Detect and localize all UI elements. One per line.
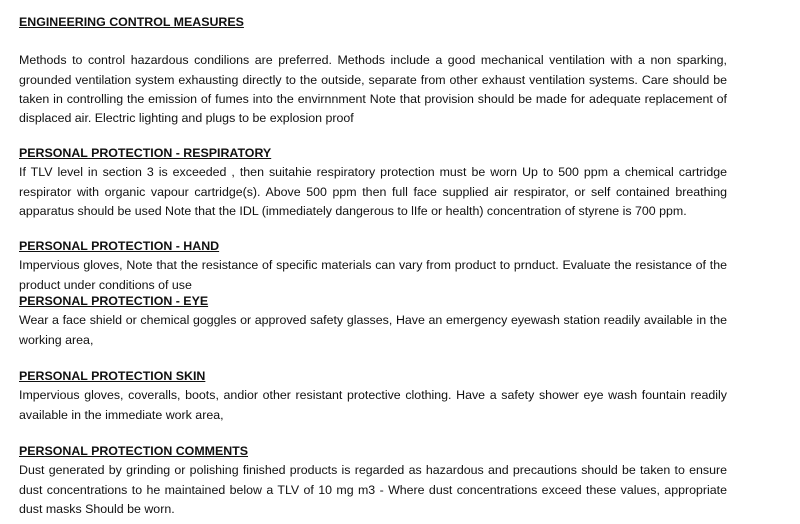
section-respiratory [19,144,727,221]
section-body: Impervious gloves, coveralls, boots, andior other resistant protective clothing. Have a safety shower eye wash fountain readily available in the immediate work area, [19,388,727,422]
section-body: Wear a face shield or chemical goggles or approved safety glasses, Have an emergency eyewash station readily available in the working area, [19,313,727,347]
section-heading: ENGINEERING CONTROL MEASURES [19,15,244,29]
section-body: Impervious gloves, Note that the resistance of specific materials can vary from product to prnduct. Evaluate the resistance of the product under conditions of use [19,258,727,292]
section-hand [19,237,727,295]
section-comments [19,442,727,519]
section-eye [19,292,727,350]
section-engineering-control [19,13,727,128]
section-heading: PERSONAL PROTECTION COMMENTS [19,444,249,458]
section-body: Dust generated by grinding or polishing finished products is regarded as hazardous and precautions should be taken to ensure dust concentrations to he maintained below a TLV of 10 mg m3 - Where dust concentrations exceed these values, appropriate dust masks Should be worn. [19,463,727,516]
section-skin [19,367,727,425]
section-heading: PERSONAL PROTECTION - EYE [19,294,209,308]
section-body: If TLV level in section 3 is exceeded , then suitahie respiratory protection must be worn Up to 500 ppm a chemical cartridge respirator with organic vapour cartridge(s). Above 500 ppm then full face supplied air respirator, or self contained breathing apparatus should be used Note that the IDL (immediately dangerous to lIfe or health) concentration of styrene is 700 ppm. [19,165,727,218]
section-body: Methods to control hazardous condilions are preferred. Methods include a good mechanical ventilation with a non sparking, grounded ventilation system exhausting directly to the outside, separate from other exhaust ventilation systems. Care should be taken in controlling the emission of fumes into the envirnnment Note that provision should be made for adequate replacement of displaced air. Electric lighting and plugs to be explosion proof [19,53,727,126]
section-heading: PERSONAL PROTECTION - HAND [19,239,220,253]
section-heading: PERSONAL PROTECTION SKIN [19,369,206,383]
section-heading: PERSONAL PROTECTION - RESPIRATORY [19,146,272,160]
